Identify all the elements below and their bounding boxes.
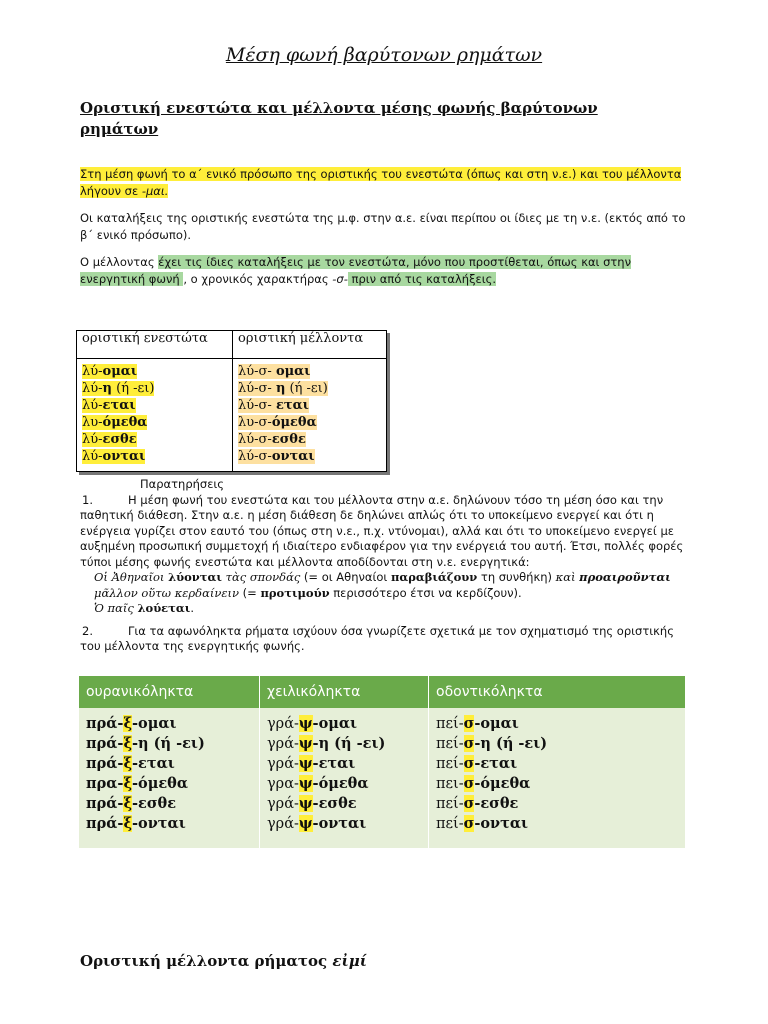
stem: λυ-	[82, 415, 103, 430]
ending: -εται	[312, 755, 356, 772]
velar-row	[86, 794, 252, 814]
tense-char: ξ	[123, 755, 133, 772]
ex1-part: περισσότερο έτσι να κερδίζουν).	[329, 585, 522, 600]
ex1-verb: λύονται	[168, 570, 222, 584]
tense-char: σ	[463, 715, 475, 732]
ending: -εσθε	[474, 795, 519, 812]
stem: γρά-	[267, 796, 299, 812]
tense-char: σ	[463, 735, 475, 752]
stem: πρα-	[86, 775, 124, 792]
future-row	[238, 448, 381, 465]
ex1-part: μᾶλλον οὕτω κερδαίνειν	[94, 585, 240, 600]
present-row	[82, 414, 227, 431]
header-future: οριστική μέλλοντα	[233, 331, 387, 359]
tense-char: ψ	[298, 715, 313, 732]
ending: η	[275, 381, 286, 396]
ex1-translation: προτιμούν	[260, 585, 330, 600]
stem: πει-	[436, 776, 464, 792]
section2-verb: εἰμί	[332, 952, 367, 970]
note-1-number: 1.	[82, 492, 93, 507]
ending: η	[102, 381, 112, 396]
labial-row	[267, 774, 421, 794]
notes-section	[80, 477, 692, 655]
note-2-number: 2.	[82, 623, 93, 638]
tense-char: ψ	[298, 755, 313, 772]
future-row	[238, 380, 381, 397]
ending: -όμεθα	[132, 775, 188, 792]
future-column	[233, 359, 387, 472]
future-row	[238, 414, 381, 431]
note-2-text: Για τα αφωνόληκτα ρήματα ισχύουν όσα γνωρίζετε σχετικά με τον σχηματισμό της οριστικής του μέλλοντα της ενεργητικής φωνής.	[80, 623, 674, 653]
ending: -η (ή -ει)	[474, 735, 548, 752]
ex1-part: τη συνθήκη)	[477, 570, 556, 584]
future-row	[238, 363, 381, 380]
stem: πεί-	[436, 756, 464, 772]
labial-row	[267, 814, 421, 834]
stem: πεί-	[436, 796, 464, 812]
tense-char: σ	[463, 775, 475, 792]
stem: λύ-σ-	[238, 432, 272, 447]
tense-char: ξ	[123, 795, 133, 812]
tense-char: σ	[463, 795, 475, 812]
header-velar: ουρανικόληκτα	[79, 676, 260, 708]
velar-column	[79, 708, 260, 848]
ex2-part: .	[190, 601, 194, 615]
present-row	[82, 363, 227, 380]
ending: -εσθε	[312, 795, 357, 812]
alt-ending: (ή -ει)	[112, 381, 155, 396]
ending: όμεθα	[271, 415, 317, 430]
ending: -ομαι	[474, 715, 519, 732]
header-present: οριστική ενεστώτα	[77, 331, 233, 359]
tense-char: ψ	[298, 815, 313, 832]
tense-char: ψ	[298, 795, 313, 812]
ex2-verb: λούεται	[137, 601, 191, 615]
ex1-translation: παραβιάζουν	[390, 570, 478, 584]
velar-row	[86, 754, 252, 774]
para1-text: Στη μέση φωνή το α΄ ενικό πρόσωπο της οριστικής του ενεστώτα (όπως και στη ν.ε.) και του μέλλοντα λήγουν σε	[80, 167, 682, 198]
paragraph-future	[80, 254, 690, 288]
labial-row	[267, 714, 421, 734]
stem: πρά-	[86, 815, 124, 832]
alt-ending: (ή -ει)	[285, 381, 328, 396]
dental-row	[436, 814, 678, 834]
ex1-verb: προαιροῦνται	[579, 570, 671, 584]
velar-row	[86, 814, 252, 834]
ending: εται	[102, 398, 136, 413]
present-row	[82, 448, 227, 465]
stem: πρά-	[86, 735, 124, 752]
tense-char: ψ	[298, 775, 313, 792]
velar-row	[86, 714, 252, 734]
stem: πεί-	[436, 716, 464, 732]
present-row	[82, 431, 227, 448]
page-title: Μέση φωνή βαρύτονων ρημάτων	[225, 44, 543, 66]
stem: λυ-σ-	[238, 415, 272, 430]
stem: πεί-	[436, 736, 464, 752]
stem: λύ-	[82, 364, 103, 379]
section-heading-eimi	[80, 952, 367, 970]
ending: -ονται	[474, 815, 529, 832]
stem: πρά-	[86, 795, 124, 812]
dental-row	[436, 754, 678, 774]
stem: λύ-	[82, 449, 103, 464]
ex2-part: Ὁ παῖς	[94, 601, 138, 615]
section-heading-present-future: Οριστική ενεστώτα και μέλλοντα μέσης φωνής βαρύτονων ρημάτων	[80, 99, 598, 138]
labial-column	[260, 708, 429, 848]
tense-char: ξ	[123, 815, 133, 832]
stem: λύ-σ-	[238, 364, 276, 379]
present-column	[77, 359, 233, 472]
ending: εσθε	[271, 432, 306, 447]
tense-char: ψ	[298, 735, 313, 752]
para3-start: Ο μέλλοντας	[80, 255, 159, 269]
ending: -εσθε	[132, 795, 177, 812]
stem: γρα-	[267, 776, 299, 792]
ending: -ονται	[132, 815, 186, 832]
stem: γρά-	[267, 816, 299, 832]
notes-heading: Παρατηρήσεις	[140, 477, 225, 491]
stem: πρά-	[86, 715, 124, 732]
stem: γρά-	[267, 716, 299, 732]
ending: ονται	[271, 449, 315, 464]
ending: -όμεθα	[474, 775, 531, 792]
stem: λύ-σ-	[238, 449, 272, 464]
ending: -εται	[132, 755, 175, 772]
future-row	[238, 397, 381, 414]
future-row	[238, 431, 381, 448]
labial-row	[267, 754, 421, 774]
paragraph-endings: Οι καταλήξεις της οριστικής ενεστώτα της μ.φ. στην α.ε. είναι περίπου οι ίδιες με τη ν.ε. (εκτός από το β΄ ενικό πρόσωπο).	[80, 211, 686, 242]
tense-char: ξ	[123, 735, 133, 752]
stem: λύ-σ-	[238, 398, 276, 413]
tense-char: σ	[463, 755, 475, 772]
stem: λύ-	[82, 381, 103, 396]
consonant-stem-table	[79, 676, 686, 848]
ending: -η (ή -ει)	[312, 735, 386, 752]
para3-end: πριν από τις καταλήξεις.	[347, 272, 497, 286]
stem: λύ-	[82, 398, 103, 413]
ending: -ονται	[312, 815, 367, 832]
ex1-part: καὶ	[555, 570, 580, 584]
ex1-part: (=	[239, 585, 261, 600]
note-1	[80, 493, 692, 571]
ex1-part: τὰς σπονδάς	[221, 570, 301, 584]
present-row	[82, 397, 227, 414]
labial-row	[267, 734, 421, 754]
velar-row	[86, 774, 252, 794]
ex1-part: (= οι Αθηναίοι	[300, 570, 391, 584]
ending: ομαι	[275, 364, 311, 379]
dental-row	[436, 774, 678, 794]
ending: -ομαι	[312, 715, 358, 732]
section2-text: Οριστική μέλλοντα ρήματος	[80, 952, 333, 970]
conjugation-table-present-future	[76, 330, 387, 472]
header-dental: οδοντικόληκτα	[429, 676, 686, 708]
note-2	[80, 624, 692, 655]
present-row	[82, 380, 227, 397]
stem: πεί-	[436, 816, 464, 832]
note-1-text: Η μέση φωνή του ενεστώτα και του μέλλοντα στην α.ε. δηλώνουν τόσο τη μέση όσο και την παθητική διάθεση. Στην α.ε. η μέση διάθεση δε δηλώνει απλώς ότι το υποκείμενο ενεργεί και ότι η ενέργεια γυρίζει στον εαυτό του (όπως στη ν.ε., π.χ. ντύνομαι), αλλά και ότι το υποκείμενο ενεργεί με αυξημένη προσωπική συμμετοχή ή ιδιαίτερο ενδιαφέρον για την ενέργειά του αυτή. Έτσι, πολλές φορές τύποι μέσης φωνής ενεστώτα και μέλλοντα αποδίδονται στη ν.ε. ενεργητικά:	[80, 492, 684, 569]
stem: γρά-	[267, 736, 299, 752]
stem: γρά-	[267, 756, 299, 772]
dental-row	[436, 794, 678, 814]
stem: λύ-σ-	[238, 381, 276, 396]
ending: -όμεθα	[312, 775, 369, 792]
tense-char: σ	[463, 815, 475, 832]
ending: -ομαι	[132, 715, 177, 732]
example-1	[80, 570, 692, 601]
tense-char: ξ	[123, 775, 133, 792]
dental-row	[436, 714, 678, 734]
example-2	[80, 601, 692, 617]
ending: ομαι	[102, 364, 138, 379]
ex1-part: Οἱ Ἀθηναῖοι	[94, 570, 169, 584]
dental-column	[429, 708, 686, 848]
ending: -εται	[474, 755, 518, 772]
ending: -η (ή -ει)	[132, 735, 205, 752]
ending: ονται	[102, 449, 146, 464]
para3-sigma: -σ-	[332, 272, 348, 286]
para1-ending: -μαι.	[141, 184, 169, 198]
para3-highlight: έχει τις ίδιες καταλήξεις με τον ενεστώτα, μόνο που προστίθεται, όπως και στην ενεργητική φωνή	[80, 255, 632, 286]
stem: πρά-	[86, 755, 124, 772]
labial-row	[267, 794, 421, 814]
ending: εται	[275, 398, 309, 413]
header-labial: χειλικόληκτα	[260, 676, 429, 708]
dental-row	[436, 734, 678, 754]
ending: εσθε	[102, 432, 137, 447]
paragraph-first-person	[80, 166, 690, 200]
velar-row	[86, 734, 252, 754]
para3-mid: , ο χρονικός χαρακτήρας	[183, 272, 333, 286]
tense-char: ξ	[123, 715, 133, 732]
stem: λύ-	[82, 432, 103, 447]
ending: όμεθα	[102, 415, 148, 430]
